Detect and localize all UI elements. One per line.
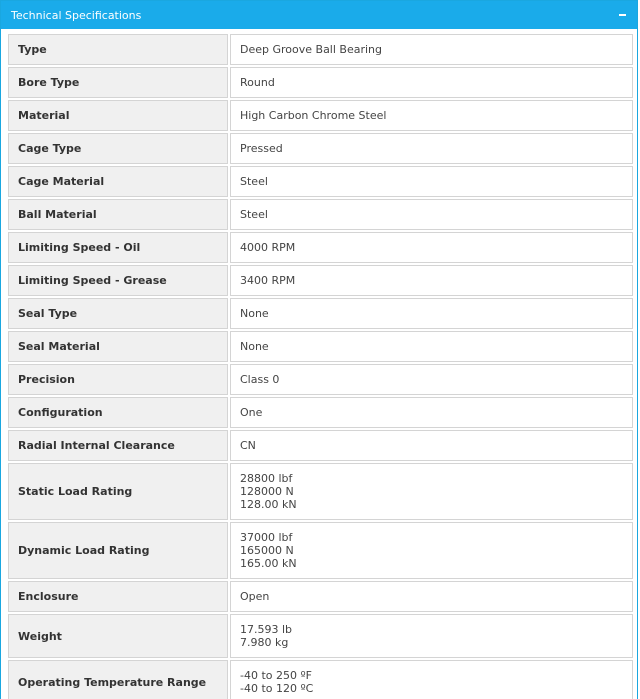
spec-value [230,364,633,395]
spec-value-line: 28800 lbf [240,472,293,485]
spec-label: Bore Type [8,67,228,98]
spec-row [8,265,633,296]
spec-value [230,166,633,197]
spec-value [230,463,633,520]
spec-value-line: Class 0 [240,373,280,386]
spec-label: Configuration [8,397,228,428]
spec-value [230,430,633,461]
spec-value [230,397,633,428]
spec-label: Operating Temperature Range [8,660,228,699]
spec-value-line: Pressed [240,142,283,155]
spec-value-line: None [240,307,269,320]
spec-label: Ball Material [8,199,228,230]
spec-value-line: CN [240,439,256,452]
spec-row [8,581,633,612]
spec-label: Limiting Speed - Grease [8,265,228,296]
spec-label: Dynamic Load Rating [8,522,228,579]
spec-row [8,166,633,197]
specifications-table-body [8,34,633,699]
spec-row [8,397,633,428]
panel-header[interactable] [1,1,637,29]
spec-row [8,430,633,461]
spec-value-line: 128000 N [240,485,294,498]
spec-row [8,660,633,699]
spec-label: Cage Material [8,166,228,197]
spec-value-line: One [240,406,263,419]
spec-value-line: 17.593 lb [240,623,293,636]
spec-value [230,67,633,98]
spec-label: Limiting Speed - Oil [8,232,228,263]
spec-label: Static Load Rating [8,463,228,520]
spec-value [230,522,633,579]
spec-label: Weight [8,614,228,658]
spec-label: Seal Type [8,298,228,329]
spec-label: Type [8,34,228,65]
spec-value-line: Steel [240,208,268,221]
spec-value-line: 3400 RPM [240,274,296,287]
spec-value [230,265,633,296]
spec-value-line: -40 to 250 ºF [240,669,313,682]
spec-value [230,298,633,329]
spec-value [230,581,633,612]
panel-title: Technical Specifications [11,8,142,22]
spec-value-line: Deep Groove Ball Bearing [240,43,383,56]
spec-row [8,133,633,164]
spec-value-line: High Carbon Chrome Steel [240,109,387,122]
spec-row [8,364,633,395]
spec-label: Seal Material [8,331,228,362]
spec-row [8,298,633,329]
spec-row [8,522,633,579]
spec-row [8,463,633,520]
spec-label: Cage Type [8,133,228,164]
spec-value-line: 4000 RPM [240,241,296,254]
spec-row [8,331,633,362]
spec-value [230,660,633,699]
spec-value-line: Steel [240,175,268,188]
spec-value [230,199,633,230]
spec-value-line: 7.980 kg [240,636,289,649]
spec-row [8,614,633,658]
spec-value [230,614,633,658]
spec-value-line: Open [240,590,270,603]
spec-value-line: None [240,340,269,353]
specifications-table [6,32,635,699]
spec-value-line: Round [240,76,275,89]
spec-value [230,133,633,164]
spec-value-line: -40 to 120 ºC [240,682,314,695]
spec-row [8,232,633,263]
spec-label: Precision [8,364,228,395]
spec-row [8,34,633,65]
spec-label: Material [8,100,228,131]
spec-value [230,100,633,131]
spec-row [8,67,633,98]
spec-value-line: 128.00 kN [240,498,297,511]
spec-label: Radial Internal Clearance [8,430,228,461]
spec-value [230,331,633,362]
spec-row [8,199,633,230]
spec-value [230,232,633,263]
collapse-icon[interactable] [617,9,629,21]
spec-row [8,100,633,131]
spec-value-line: 165.00 kN [240,557,297,570]
spec-value-line: 165000 N [240,544,294,557]
spec-value-line: 37000 lbf [240,531,293,544]
spec-label: Enclosure [8,581,228,612]
spec-value [230,34,633,65]
